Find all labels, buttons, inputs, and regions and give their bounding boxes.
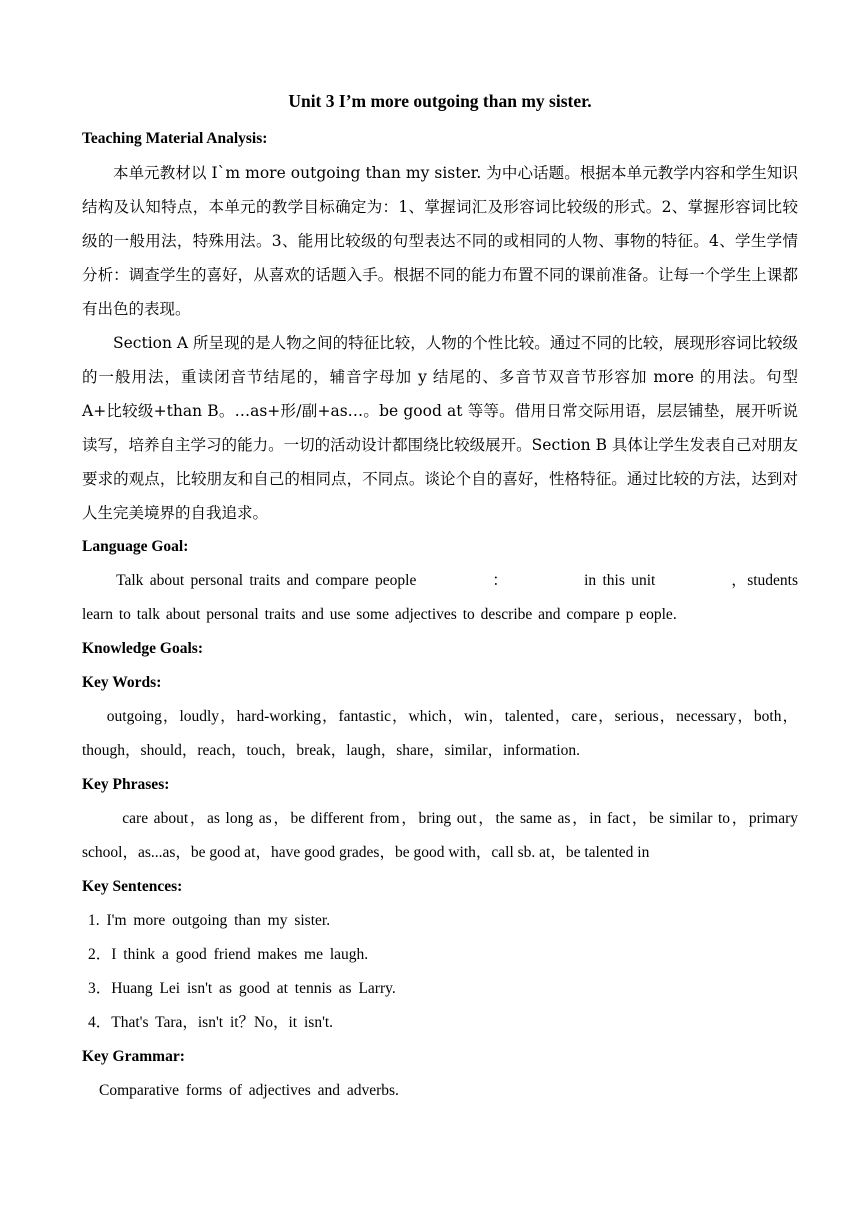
knowledge-goals-heading: Knowledge Goals: [82,640,203,657]
teaching-analysis-paragraph-1: 本单元教材以 I`m more outgoing than my sister. 为中心话题。根据本单元教学内容和学生知识结构及认知特点，本单元的教学目标确定为：1、掌握词汇及形容词比较级的形式。2、掌握形容词比较级的一般用法，特殊用法。3、能用比较级的句型表达不同的或相同的人物、事物的特征。4、学生学情分析：调查学生的喜好，从喜欢的话题入手。根据不同的能力布置不同的课前准备。让每一个学生上课都有出色的表现。 [82,164,798,318]
key-sentences-heading: Key Sentences: [82,878,183,895]
key-sentence-2: 2．I think a good friend makes me laugh. [88,946,369,963]
key-phrases-heading: Key Phrases: [82,776,170,793]
key-sentence-1: 1. I'm more outgoing than my sister. [88,912,331,929]
key-sentence-3: 3．Huang Lei isn't as good at tennis as Larry. [88,980,396,997]
key-sentence-4: 4．That's Tara，isn't it？No，it isn't. [88,1014,334,1031]
key-grammar-heading: Key Grammar: [82,1048,185,1065]
document-page [82,86,804,1108]
key-phrases-text: care about，as long as，be different from，bring out，the same as，in fact，be similar to，primary school，as...as，be good at，have good grades，be good with，call sb. at，be talented in [82,810,798,861]
key-words-text: outgoing，loudly，hard-working，fantastic，which，win，talented，care，serious，necessary，both，though，should，reach，touch，break，laugh，share，similar，information. [82,708,798,759]
language-goal-text: Talk about personal traits and compare people ： in this unit ，students learn to talk about personal traits and use some adjectives to describe and compare p eople. [82,572,804,623]
teaching-material-analysis-heading: Teaching Material Analysis: [82,130,268,147]
teaching-analysis-paragraph-2: Section A 所呈现的是人物之间的特征比较，人物的个性比较。通过不同的比较，展现形容词比较级的一般用法，重读闭音节结尾的，辅音字母加 y 结尾的、多音节双音节形容加 more 的用法。句型 A+比较级+than B。…as+形/副+as…。be good at 等等。借用日常交际用语，层层铺垫，展开听说读写，培养自主学习的能力。一切的活动设计都围绕比较级展开。Section B 具体让学生发表自己对朋友要求的观点，比较朋友和自己的相同点，不同点。谈论个自的喜好，性格特征。通过比较的方法，达到对人生完美境界的自我追求。 [82,334,798,522]
document-title: Unit 3 I’m more outgoing than my sister. [288,91,592,111]
key-grammar-text: Comparative forms of adjectives and adverbs. [99,1082,399,1099]
language-goal-heading: Language Goal: [82,538,189,555]
key-words-heading: Key Words: [82,674,162,691]
